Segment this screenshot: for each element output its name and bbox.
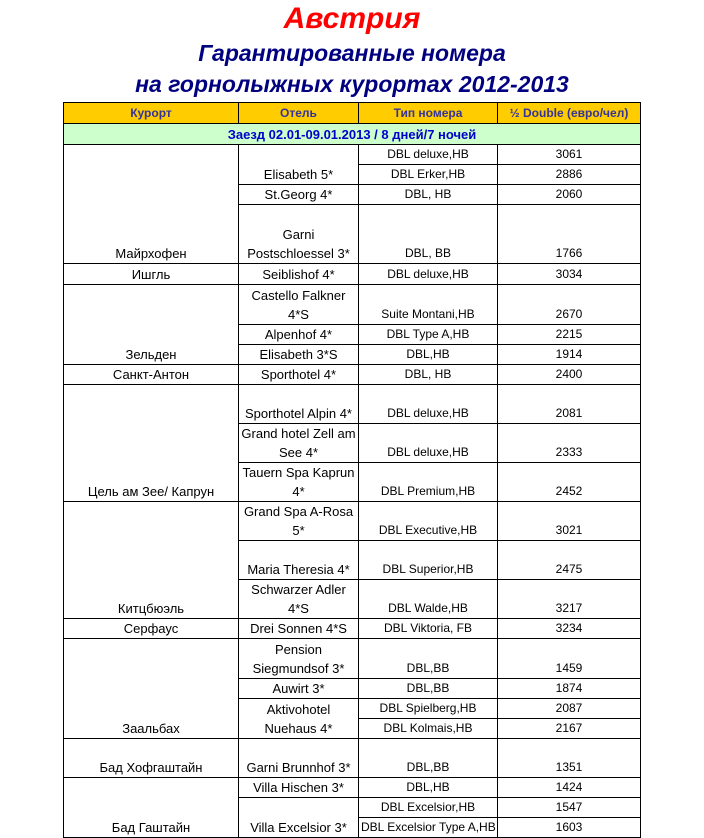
table-row [64,778,641,798]
room-type-cell: DBL,BB [359,679,498,699]
room-type-cell: DBL Executive,HB [359,502,498,541]
table-row [64,385,641,424]
hotel-cell: Grand Spa A-Rosa 5* [239,502,359,541]
price-cell: 1424 [498,778,641,798]
room-type-cell: DBL, BB [359,205,498,264]
header-row [64,103,641,124]
price-table [63,102,641,838]
room-type-cell: DBL Premium,HB [359,463,498,502]
table-row [64,365,641,385]
hotel-cell: Pension Siegmundsof 3* [239,639,359,679]
price-cell: 2215 [498,325,641,345]
resort-cell: Цель ам Зее/ Капрун [64,385,239,502]
subtitle-line-2: на горнолыжных курортах 2012-2013 [135,71,569,97]
resort-cell: Санкт-Антон [64,365,239,385]
room-type-cell: DBL,HB [359,778,498,798]
price-cell: 2400 [498,365,641,385]
price-cell: 2167 [498,719,641,739]
hotel-cell: Elisabeth 5* [239,145,359,185]
room-type-cell: DBL, HB [359,185,498,205]
room-type-cell: DBL Viktoria, FB [359,619,498,639]
hotel-cell: Villa Excelsior 3* [239,798,359,838]
room-type-cell: Suite Montani,HB [359,285,498,325]
price-cell: 2060 [498,185,641,205]
room-type-cell: DBL deluxe,HB [359,385,498,424]
price-cell: 1603 [498,818,641,838]
room-type-cell: DBL deluxe,HB [359,145,498,165]
resort-cell: Бад Гаштайн [64,778,239,838]
period-label: Заезд 02.01-09.01.2013 / 8 дней/7 ночей [64,124,641,145]
hotel-cell: St.Georg 4* [239,185,359,205]
room-type-cell: DBL Type A,HB [359,325,498,345]
hotel-cell: Elisabeth 3*S [239,345,359,365]
hotel-cell: Sporthotel 4* [239,365,359,385]
hotel-cell: Maria Theresia 4* [239,541,359,580]
resort-cell: Майрхофен [64,145,239,264]
hotel-cell: Aktivohotel Nuehaus 4* [239,699,359,739]
price-cell: 3034 [498,264,641,285]
table-row [64,739,641,778]
table-row [64,285,641,325]
price-cell: 3021 [498,502,641,541]
price-cell: 2475 [498,541,641,580]
header-room-type: Тип номера [359,103,498,124]
period-row [64,124,641,145]
resort-cell: Зельден [64,285,239,365]
price-cell: 1874 [498,679,641,699]
price-cell: 1766 [498,205,641,264]
hotel-cell: Alpenhof 4* [239,325,359,345]
resort-cell: Заальбах [64,639,239,739]
room-type-cell: DBL Spielberg,HB [359,699,498,719]
room-type-cell: DBL Excelsior Type A,HB [359,818,498,838]
price-cell: 3217 [498,580,641,619]
table-row [64,619,641,639]
room-type-cell: DBL Erker,HB [359,165,498,185]
resort-cell: Китцбюэль [64,502,239,619]
table-row [64,502,641,541]
price-cell: 2670 [498,285,641,325]
room-type-cell: DBL,HB [359,345,498,365]
price-cell: 2452 [498,463,641,502]
price-cell: 1459 [498,639,641,679]
price-cell: 3234 [498,619,641,639]
room-type-cell: DBL,BB [359,739,498,778]
price-cell: 2333 [498,424,641,463]
price-cell: 2886 [498,165,641,185]
hotel-cell: Grand hotel Zell am See 4* [239,424,359,463]
resort-cell: Серфаус [64,619,239,639]
hotel-cell: Castello Falkner 4*S [239,285,359,325]
header-resort: Курорт [64,103,239,124]
price-cell: 1914 [498,345,641,365]
room-type-cell: DBL,BB [359,639,498,679]
hotel-cell: Schwarzer Adler 4*S [239,580,359,619]
header-price: ½ Double (евро/чел) [498,103,641,124]
price-cell: 2087 [498,699,641,719]
hotel-cell: Seiblishof 4* [239,264,359,285]
room-type-cell: DBL, HB [359,365,498,385]
subtitle-line-1: Гарантированные номера [198,40,506,66]
hotel-cell: Villa Hischen 3* [239,778,359,798]
page-title: Австрия [283,2,421,35]
room-type-cell: DBL deluxe,HB [359,264,498,285]
room-type-cell: DBL Kolmais,HB [359,719,498,739]
hotel-cell: Sporthotel Alpin 4* [239,385,359,424]
price-cell: 3061 [498,145,641,165]
header-hotel: Отель [239,103,359,124]
table-row [64,639,641,679]
room-type-cell: DBL deluxe,HB [359,424,498,463]
room-type-cell: DBL Walde,HB [359,580,498,619]
price-cell: 2081 [498,385,641,424]
hotel-cell: Tauern Spa Kaprun 4* [239,463,359,502]
hotel-cell: Drei Sonnen 4*S [239,619,359,639]
room-type-cell: DBL Superior,HB [359,541,498,580]
hotel-cell: Garni Postschloessel 3* [239,205,359,264]
table-row [64,264,641,285]
resort-cell: Бад Хофгаштайн [64,739,239,778]
room-type-cell: DBL Excelsior,HB [359,798,498,818]
hotel-cell: Auwirt 3* [239,679,359,699]
hotel-cell: Garni Brunnhof 3* [239,739,359,778]
resort-cell: Ишгль [64,264,239,285]
price-cell: 1351 [498,739,641,778]
price-cell: 1547 [498,798,641,818]
table-row [64,145,641,165]
